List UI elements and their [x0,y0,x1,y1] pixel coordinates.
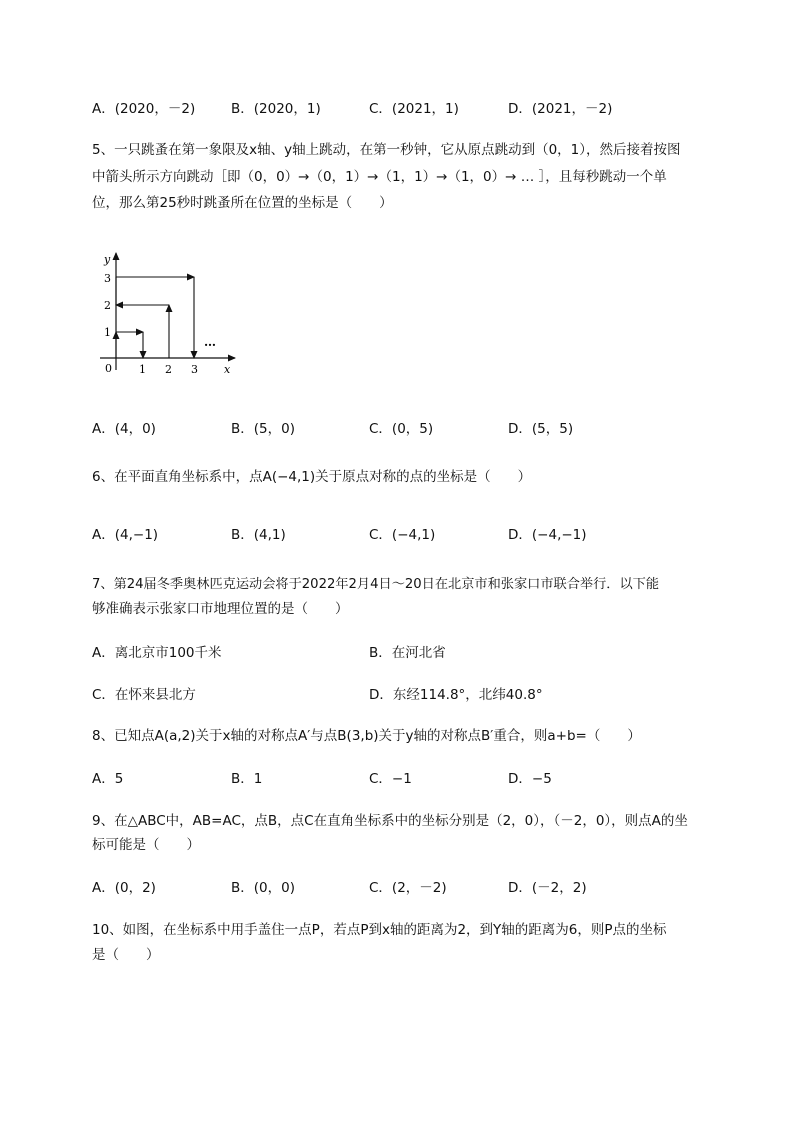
q10-text-line-1: 10、如图，在坐标系中用手盖住一点P，若点P到x轴的距离为2，到Y轴的距离为6，则P点的坐标 [92,922,667,938]
q7-text-line-1: 7、第24届冬季奥林匹克运动会将于2022年2月4日～20日在北京市和张家口市联合举行．以下能 [92,577,660,592]
q5-text-line-3: 位，那么第25秒时跳蚤所在位置的坐标是（ ） [92,195,393,211]
q7-text-line-2: 够准确表示张家口市地理位置的是（ ） [92,601,349,617]
x-tick-3: 3 [191,363,198,376]
y-axis-label: y [104,253,111,266]
q7-option-a: A．离北京市100千米 [92,645,222,661]
q9-text-line-1: 9、在△ABC中，AB=AC，点B，点C在直角坐标系中的坐标分别是（2，0），（－2，0），则点A的坐 [92,813,688,829]
q8-text: 8、已知点A(a,2)关于x轴的对称点A′与点B(3,b)关于y轴的对称点B′重合，则a+b=（ ） [92,728,641,744]
q5-text-line-2: 中箭头所示方向跳动［即（0，0）→（0，1）→（1，1）→（1，0）→ … ］，且每秒跳动一个单 [92,169,667,185]
q10-text-line-2: 是（ ） [92,947,160,963]
q8-option-c: C．−1 [369,771,412,787]
q6-text: 6、在平面直角坐标系中，点A(−4,1)关于原点对称的点的坐标是（ ） [92,469,532,485]
flea-path-figure [95,245,245,380]
q6-option-b: B．(4,1) [231,527,286,543]
q8-option-b: B．1 [231,771,263,787]
y-tick-1: 1 [104,326,111,339]
x-axis-label: x [224,363,231,376]
q4-option-c: C．(2021，1) [369,101,459,117]
q4-option-d: D．(2021，－2) [508,101,613,117]
origin-label: 0 [105,362,112,375]
y-tick-2: 2 [104,299,111,312]
q9-option-a: A．(0，2) [92,880,156,896]
q6-option-d: D．(−4,−1) [508,527,587,543]
q5-option-b: B．(5，0) [231,421,295,437]
q7-option-d: D．东经114.8°，北纬40.8° [369,687,543,703]
q8-option-a: A．5 [92,771,124,787]
x-tick-2: 2 [165,363,172,376]
q7-option-b: B．在河北省 [369,645,446,661]
q5-option-a: A．(4，0) [92,421,156,437]
q7-option-c: C．在怀来县北方 [92,687,196,703]
q5-text-line-1: 5、一只跳蚤在第一象限及x轴、y轴上跳动，在第一秒钟，它从原点跳动到（0，1），然后接着按图 [92,142,681,158]
ellipsis-label: … [204,335,216,349]
q6-option-c: C．(−4,1) [369,527,436,543]
q5-option-d: D．(5，5) [508,421,574,437]
q9-option-d: D．(－2，2) [508,880,587,896]
q9-option-c: C．(2，－2) [369,880,447,896]
q4-option-a: A．(2020，－2) [92,101,196,117]
q9-option-b: B．(0，0) [231,880,295,896]
x-tick-1: 1 [139,363,146,376]
q9-text-line-2: 标可能是（ ） [92,837,200,853]
q6-option-a: A．(4,−1) [92,527,159,543]
y-tick-3: 3 [104,272,111,285]
q5-option-c: C．(0，5) [369,421,434,437]
q4-option-b: B．(2020，1) [231,101,321,117]
q8-option-d: D．−5 [508,771,552,787]
